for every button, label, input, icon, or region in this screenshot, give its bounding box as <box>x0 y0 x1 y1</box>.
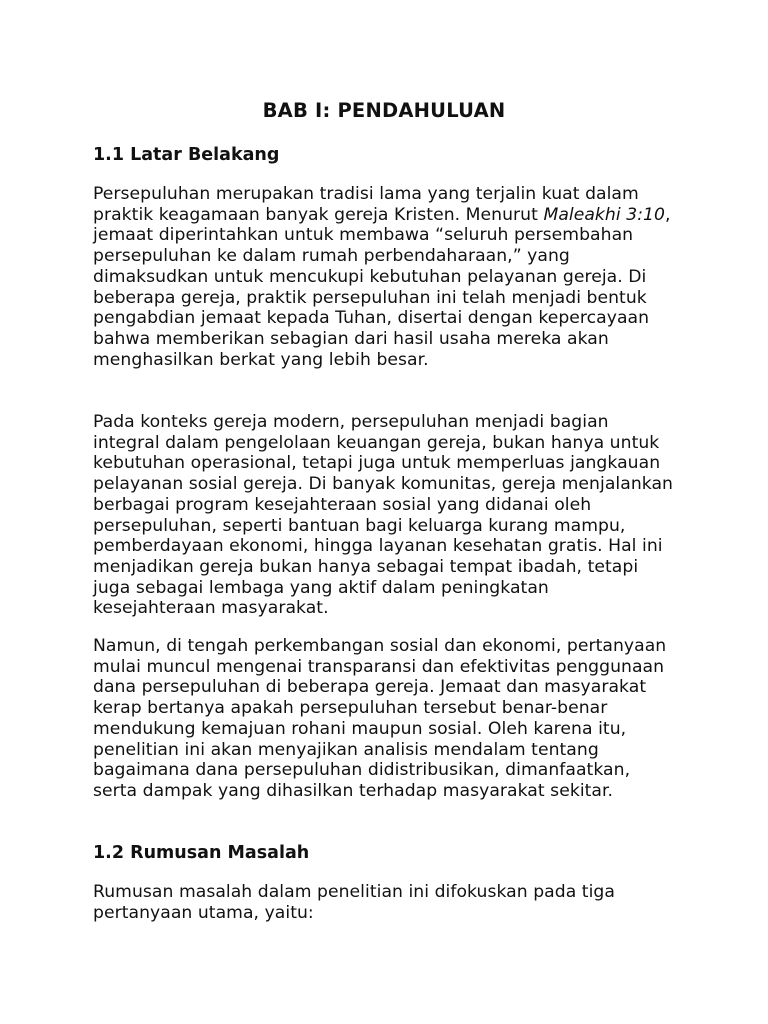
paragraph-text: , jemaat diperintahkan untuk membawa “seluruh persembahan persepuluhan ke dalam rumah perbendaharaan,” yang dimaksudkan untuk mencukupi kebutuhan pelayanan gereja. Di beberapa gereja, praktik persepuluhan ini telah menjadi bentuk pengabdian jemaat kepada Tuhan, disertai dengan kepercayaan bahwa memberikan sebagian dari hasil usaha mereka akan menghasilkan berkat yang lebih besar. <box>93 204 671 370</box>
section-heading-latar-belakang: 1.1 Latar Belakang <box>93 145 280 165</box>
paragraph-latar-belakang-1 <box>93 184 673 370</box>
scripture-citation: Maleakhi 3:10 <box>543 204 666 225</box>
paragraph-latar-belakang-3: Namun, di tengah perkembangan sosial dan ekonomi, pertanyaan mulai muncul mengenai transparansi dan efektivitas penggunaan dana persepuluhan di beberapa gereja. Jemaat dan masyarakat kerap bertanya apakah persepuluhan tersebut benar-benar mendukung kemajuan rohani maupun sosial. Oleh karena itu, penelitian ini akan menyajikan analisis mendalam tentang bagaimana dana persepuluhan didistribusikan, dimanfaatkan, serta dampak yang dihasilkan terhadap masyarakat sekitar. <box>93 636 667 801</box>
paragraph-latar-belakang-2: Pada konteks gereja modern, persepuluhan menjadi bagian integral dalam pengelolaan keuangan gereja, bukan hanya untuk kebutuhan operasional, tetapi juga untuk memperluas jangkauan pelayanan sosial gereja. Di banyak komunitas, gereja menjalankan berbagai program kesejahteraan sosial yang didanai oleh persepuluhan, seperti bantuan bagi keluarga kurang mampu, pemberdayaan ekonomi, hingga layanan kesehatan gratis. Hal ini menjadikan gereja bukan hanya sebagai tempat ibadah, tetapi juga sebagai lembaga yang aktif dalam peningkatan kesejahteraan masyarakat. <box>93 412 673 619</box>
paragraph-text: Persepuluhan merupakan tradisi lama yang terjalin kuat dalam praktik keagamaan banyak gereja Kristen. Menurut <box>93 184 639 225</box>
paragraph-rumusan-masalah-1: Rumusan masalah dalam penelitian ini difokuskan pada tiga pertanyaan utama, yaitu: <box>93 882 615 923</box>
chapter-title: BAB I: PENDAHULUAN <box>262 99 506 122</box>
section-heading-rumusan-masalah: 1.2 Rumusan Masalah <box>93 843 310 863</box>
